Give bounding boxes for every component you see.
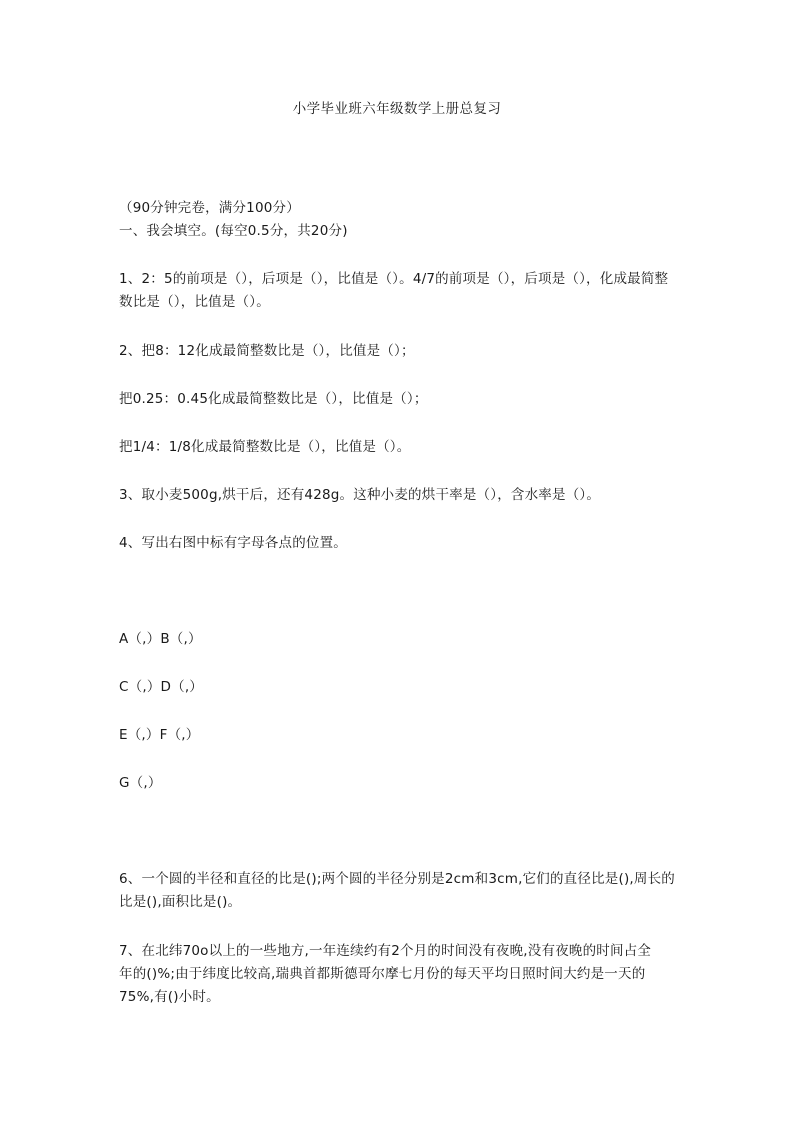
question-4-answer-g: G（,） (119, 775, 162, 791)
question-2-part-a: 2、把8：12化成最简整数比是（），比值是（）； (119, 343, 415, 359)
question-3: 3、取小麦500g,烘干后，还有428g。这种小麦的烘干率是（），含水率是（）。 (119, 487, 601, 503)
question-7-line-1: 7、在北纬70o以上的一些地方,一年连续约有2个月的时间没有夜晚,没有夜晚的时间占全 (119, 943, 652, 959)
question-4-answer-ab: A（,）B（,） (119, 631, 202, 647)
question-6-line-1: 6、一个圆的半径和直径的比是();两个圆的半径分别是2cm和3cm,它们的直径比是(),周长的 (119, 871, 676, 887)
question-4-answer-ef: E（,）F（,） (119, 727, 200, 743)
document-title: 小学毕业班六年级数学上册总复习 (292, 101, 502, 117)
question-1-line-1: 1、2：5的前项是（），后项是（），比值是（）。4/7的前项是（），后项是（），化成最简整 (119, 271, 669, 287)
question-2-part-b: 把0.25：0.45化成最简整数比是（），比值是（）； (119, 391, 428, 407)
question-1-line-2: 数比是（），比值是（）。 (119, 294, 270, 310)
question-7-line-3: 75%,有()小时。 (119, 989, 220, 1005)
exam-meta: （90分钟完卷，满分100分） (119, 200, 300, 216)
section-heading-fill-in: 一、我会填空。(每空0.5分，共20分) (119, 223, 348, 239)
question-7-line-2: 年的()%;由于纬度比较高,瑞典首都斯德哥尔摩七月份的每天平均日照时间大约是一天的 (119, 966, 646, 982)
question-4: 4、写出右图中标有字母各点的位置。 (119, 535, 347, 551)
question-4-answer-cd: C（,）D（,） (119, 679, 204, 695)
question-6-line-2: 比是(),面积比是()。 (119, 894, 242, 910)
question-2-part-c: 把1/4：1/8化成最简整数比是（），比值是（）。 (119, 439, 411, 455)
